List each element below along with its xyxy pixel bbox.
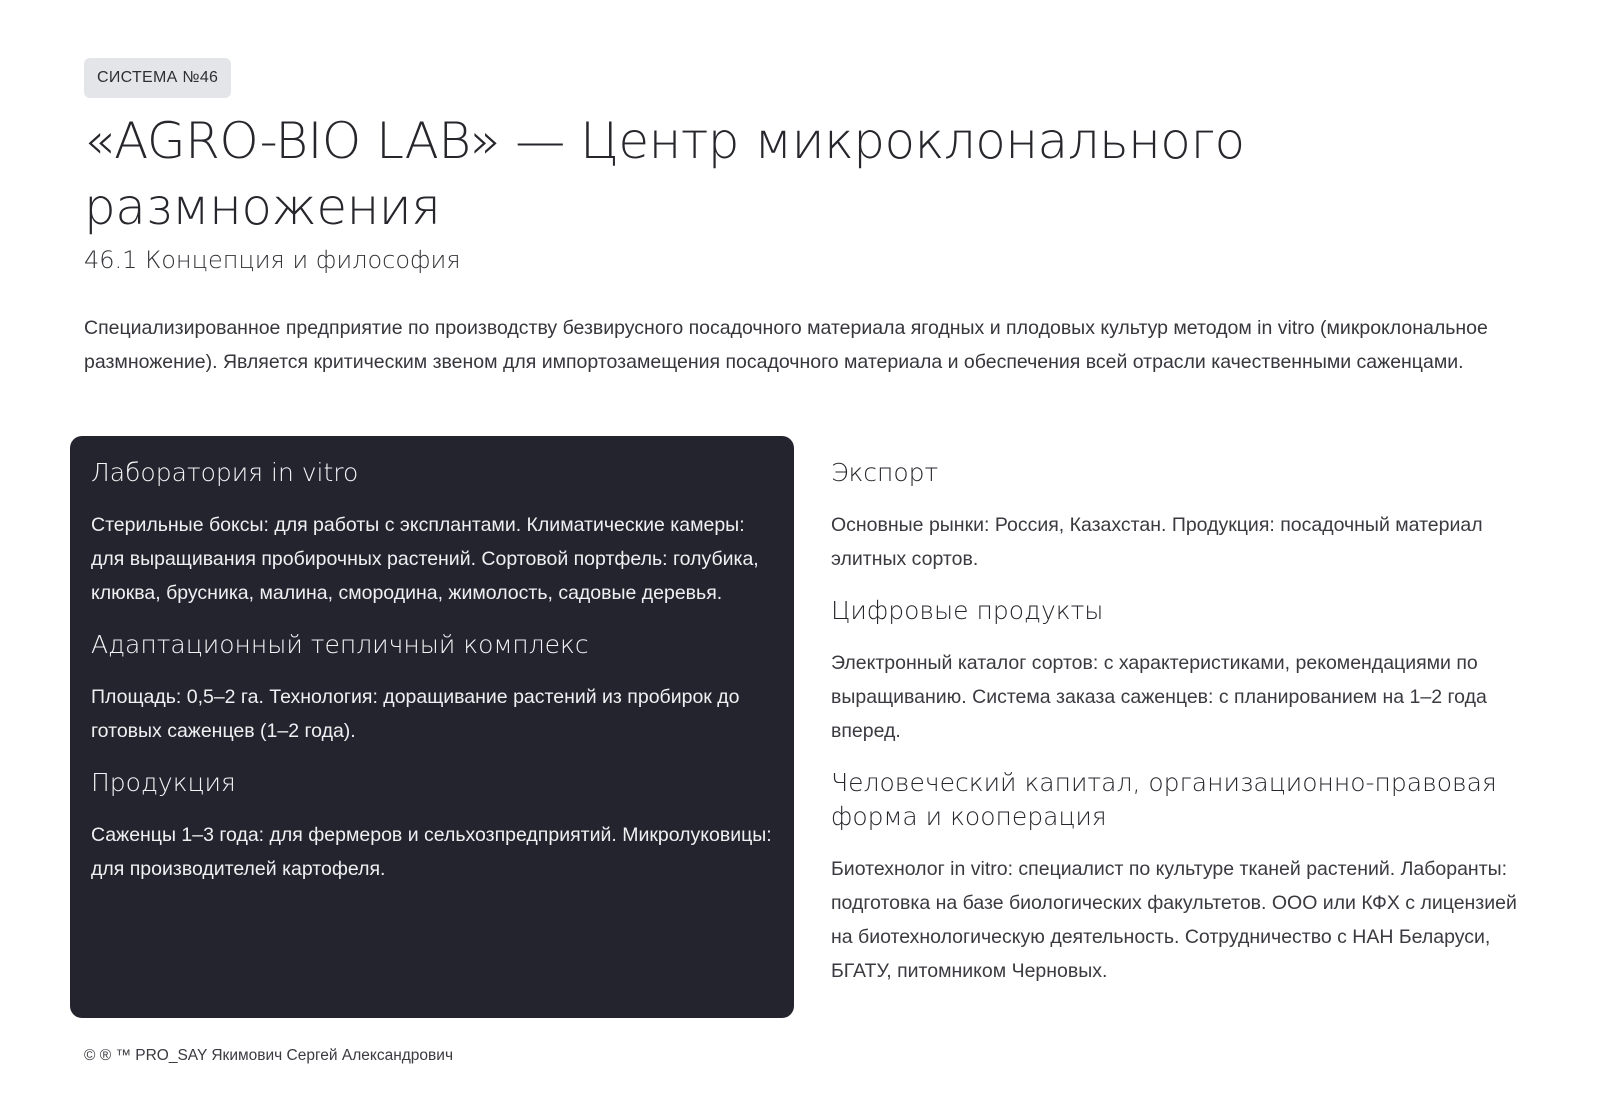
lab-text: Стерильные боксы: для работы с эксплантами. Климатические камеры: для выращивания пробирочных растений. Сортовой портфель: голубика, клюква, брусника, малина, смородина, жимолость, садовые деревья. (91, 514, 759, 604)
greenhouse-heading: Адаптационный тепличный комплекс (91, 630, 589, 659)
greenhouse-section (91, 628, 774, 748)
greenhouse-text: Площадь: 0,5–2 га. Технология: доращивание растений из пробирок до готовых саженцев (1–2 года). (91, 686, 740, 742)
products-section (91, 766, 774, 886)
human-capital-section (831, 766, 1531, 988)
human-capital-heading: Человеческий капитал, организационно-правовая форма и кооперация (831, 768, 1497, 831)
products-heading: Продукция (91, 768, 236, 797)
lab-heading: Лаборатория in vitro (91, 458, 359, 487)
intro-paragraph: Специализированное предприятие по производству безвирусного посадочного материала ягодных и плодовых культур методом in vitro (микроклональное размножение). Является критическим звеном для импортозамещения посадочного материала и обеспечения всей отрасли качественными саженцами. (84, 317, 1488, 373)
page-title: «AGRO-BIO LAB» — Центр микроклонального размножения (84, 112, 1245, 236)
digital-products-section (831, 594, 1531, 748)
footer-copyright: © ® ™ PRO_SAY Якимович Сергей Александрович (84, 1047, 454, 1064)
lab-section (91, 456, 774, 610)
right-column (831, 456, 1531, 1006)
system-badge: СИСТЕМА №46 (84, 58, 231, 98)
digital-products-heading: Цифровые продукты (831, 596, 1104, 625)
export-section (831, 456, 1531, 576)
export-heading: Экспорт (831, 458, 939, 487)
human-capital-text: Биотехнолог in vitro: специалист по культуре тканей растений. Лаборанты: подготовка на базе биологических факультетов. ООО или КФХ с лицензией на биотехнологическую деятельность. Сотрудничество с НАН Беларуси, БГАТУ, питомником Черновых. (831, 858, 1517, 982)
digital-products-text: Электронный каталог сортов: с характеристиками, рекомендациями по выращиванию. Система заказа саженцев: с планированием на 1–2 года вперед. (831, 652, 1487, 742)
section-subtitle: 46.1 Концепция и философия (84, 246, 461, 274)
products-text: Саженцы 1–3 года: для фермеров и сельхозпредприятий. Микролуковицы: для производителей картофеля. (91, 824, 772, 880)
lab-info-card (70, 436, 794, 1018)
export-text: Основные рынки: Россия, Казахстан. Продукция: посадочный материал элитных сортов. (831, 514, 1483, 570)
